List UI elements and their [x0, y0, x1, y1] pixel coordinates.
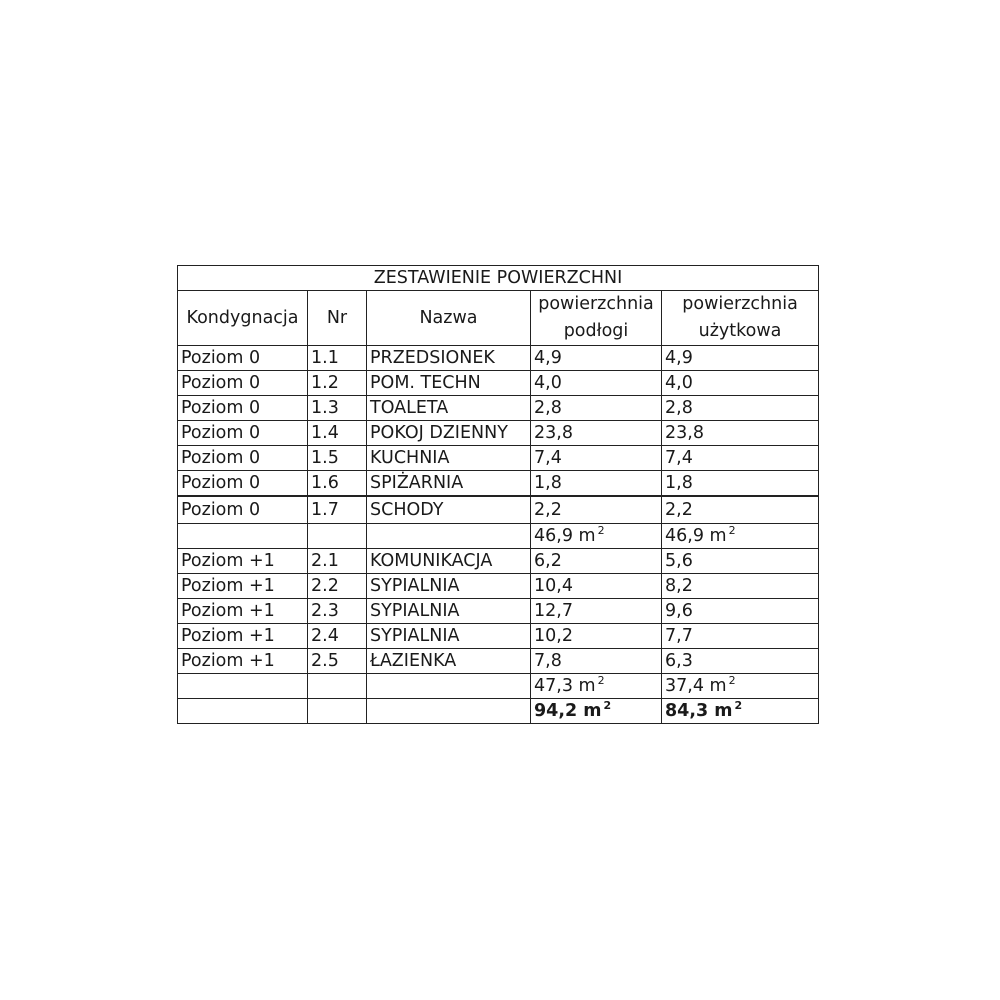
name-cell: SYPIALNIA [367, 599, 531, 624]
name-cell: KUCHNIA [367, 446, 531, 471]
table-header-row [178, 291, 819, 346]
empty-cell [178, 524, 308, 549]
unit-exponent: 2 [597, 674, 605, 687]
name-cell: ŁAZIENKA [367, 649, 531, 674]
subtotal-floor-value: 46,9 m [534, 526, 596, 546]
usable-area-cell: 7,7 [662, 624, 819, 649]
usable-area-cell: 4,9 [662, 346, 819, 371]
total-row [178, 699, 819, 724]
subtotal-usable-value: 37,4 m [665, 676, 727, 696]
level-cell: Poziom 0 [178, 396, 308, 421]
empty-cell [367, 674, 531, 699]
floor-area-cell: 10,4 [531, 574, 662, 599]
usable-area-cell: 7,4 [662, 446, 819, 471]
subtotal-floor-area [531, 674, 662, 699]
total-floor-area [531, 699, 662, 724]
table-row [178, 421, 819, 446]
usable-area-cell: 2,2 [662, 496, 819, 524]
header-usable-area-line1: powierzchnia [682, 294, 798, 314]
level-cell: Poziom 0 [178, 421, 308, 446]
subtotal-row-level-0 [178, 524, 819, 549]
floor-area-cell: 4,0 [531, 371, 662, 396]
number-cell: 1.2 [308, 371, 367, 396]
floor-area-cell: 7,4 [531, 446, 662, 471]
table-row [178, 649, 819, 674]
total-floor-value: 94,2 m [534, 701, 602, 721]
number-cell: 2.2 [308, 574, 367, 599]
level-cell: Poziom 0 [178, 471, 308, 497]
total-usable-value: 84,3 m [665, 701, 733, 721]
subtotal-floor-area [531, 524, 662, 549]
name-cell: KOMUNIKACJA [367, 549, 531, 574]
floor-area-cell: 10,2 [531, 624, 662, 649]
table-row [178, 599, 819, 624]
table-title-row [178, 266, 819, 291]
floor-area-cell: 2,8 [531, 396, 662, 421]
number-cell: 2.3 [308, 599, 367, 624]
subtotal-floor-value: 47,3 m [534, 676, 596, 696]
subtotal-usable-area [662, 524, 819, 549]
level-cell: Poziom 0 [178, 371, 308, 396]
usable-area-cell: 8,2 [662, 574, 819, 599]
table-row [178, 496, 819, 524]
usable-area-cell: 23,8 [662, 421, 819, 446]
table-row [178, 446, 819, 471]
name-cell: SPIŻARNIA [367, 471, 531, 497]
total-usable-area [662, 699, 819, 724]
name-cell: POM. TECHN [367, 371, 531, 396]
subtotal-usable-area [662, 674, 819, 699]
level-cell: Poziom +1 [178, 574, 308, 599]
floor-area-cell: 23,8 [531, 421, 662, 446]
table-title: ZESTAWIENIE POWIERZCHNI [178, 266, 819, 291]
floor-area-cell: 12,7 [531, 599, 662, 624]
name-cell: PRZEDSIONEK [367, 346, 531, 371]
number-cell: 1.3 [308, 396, 367, 421]
table-row [178, 396, 819, 421]
level-cell: Poziom 0 [178, 346, 308, 371]
level-cell: Poziom +1 [178, 624, 308, 649]
empty-cell [308, 524, 367, 549]
name-cell: SYPIALNIA [367, 624, 531, 649]
empty-cell [178, 674, 308, 699]
floor-area-cell: 7,8 [531, 649, 662, 674]
unit-exponent: 2 [728, 674, 736, 687]
number-cell: 1.1 [308, 346, 367, 371]
floor-area-cell: 1,8 [531, 471, 662, 497]
table-row [178, 371, 819, 396]
header-name: Nazwa [367, 291, 531, 346]
header-floor-area-line1: powierzchnia [538, 294, 654, 314]
header-number: Nr [308, 291, 367, 346]
usable-area-cell: 2,8 [662, 396, 819, 421]
number-cell: 2.1 [308, 549, 367, 574]
header-usable-area-line2: użytkowa [698, 321, 782, 341]
header-floor-area-line2: podłogi [563, 321, 629, 341]
name-cell: POKOJ DZIENNY [367, 421, 531, 446]
area-summary-table [177, 265, 819, 724]
name-cell: TOALETA [367, 396, 531, 421]
level-cell: Poziom +1 [178, 549, 308, 574]
number-cell: 2.5 [308, 649, 367, 674]
unit-exponent: 2 [728, 524, 736, 537]
usable-area-cell: 9,6 [662, 599, 819, 624]
level-cell: Poziom +1 [178, 599, 308, 624]
usable-area-cell: 1,8 [662, 471, 819, 497]
floor-area-cell: 2,2 [531, 496, 662, 524]
subtotal-usable-value: 46,9 m [665, 526, 727, 546]
empty-cell [178, 699, 308, 724]
empty-cell [308, 699, 367, 724]
table-row [178, 471, 819, 497]
empty-cell [367, 699, 531, 724]
name-cell: SYPIALNIA [367, 574, 531, 599]
number-cell: 2.4 [308, 624, 367, 649]
table-row [178, 549, 819, 574]
empty-cell [308, 674, 367, 699]
unit-exponent: 2 [734, 699, 743, 712]
empty-cell [367, 524, 531, 549]
unit-exponent: 2 [597, 524, 605, 537]
usable-area-cell: 4,0 [662, 371, 819, 396]
floor-area-cell: 4,9 [531, 346, 662, 371]
usable-area-cell: 5,6 [662, 549, 819, 574]
number-cell: 1.7 [308, 496, 367, 524]
level-cell: Poziom 0 [178, 496, 308, 524]
number-cell: 1.5 [308, 446, 367, 471]
name-cell: SCHODY [367, 496, 531, 524]
floor-area-cell: 6,2 [531, 549, 662, 574]
level-cell: Poziom 0 [178, 446, 308, 471]
unit-exponent: 2 [603, 699, 612, 712]
level-cell: Poziom +1 [178, 649, 308, 674]
subtotal-row-level-1 [178, 674, 819, 699]
number-cell: 1.6 [308, 471, 367, 497]
header-usable-area [662, 291, 819, 346]
table-row [178, 574, 819, 599]
number-cell: 1.4 [308, 421, 367, 446]
header-floor-area [531, 291, 662, 346]
table-row [178, 346, 819, 371]
table-row [178, 624, 819, 649]
header-level: Kondygnacja [178, 291, 308, 346]
usable-area-cell: 6,3 [662, 649, 819, 674]
